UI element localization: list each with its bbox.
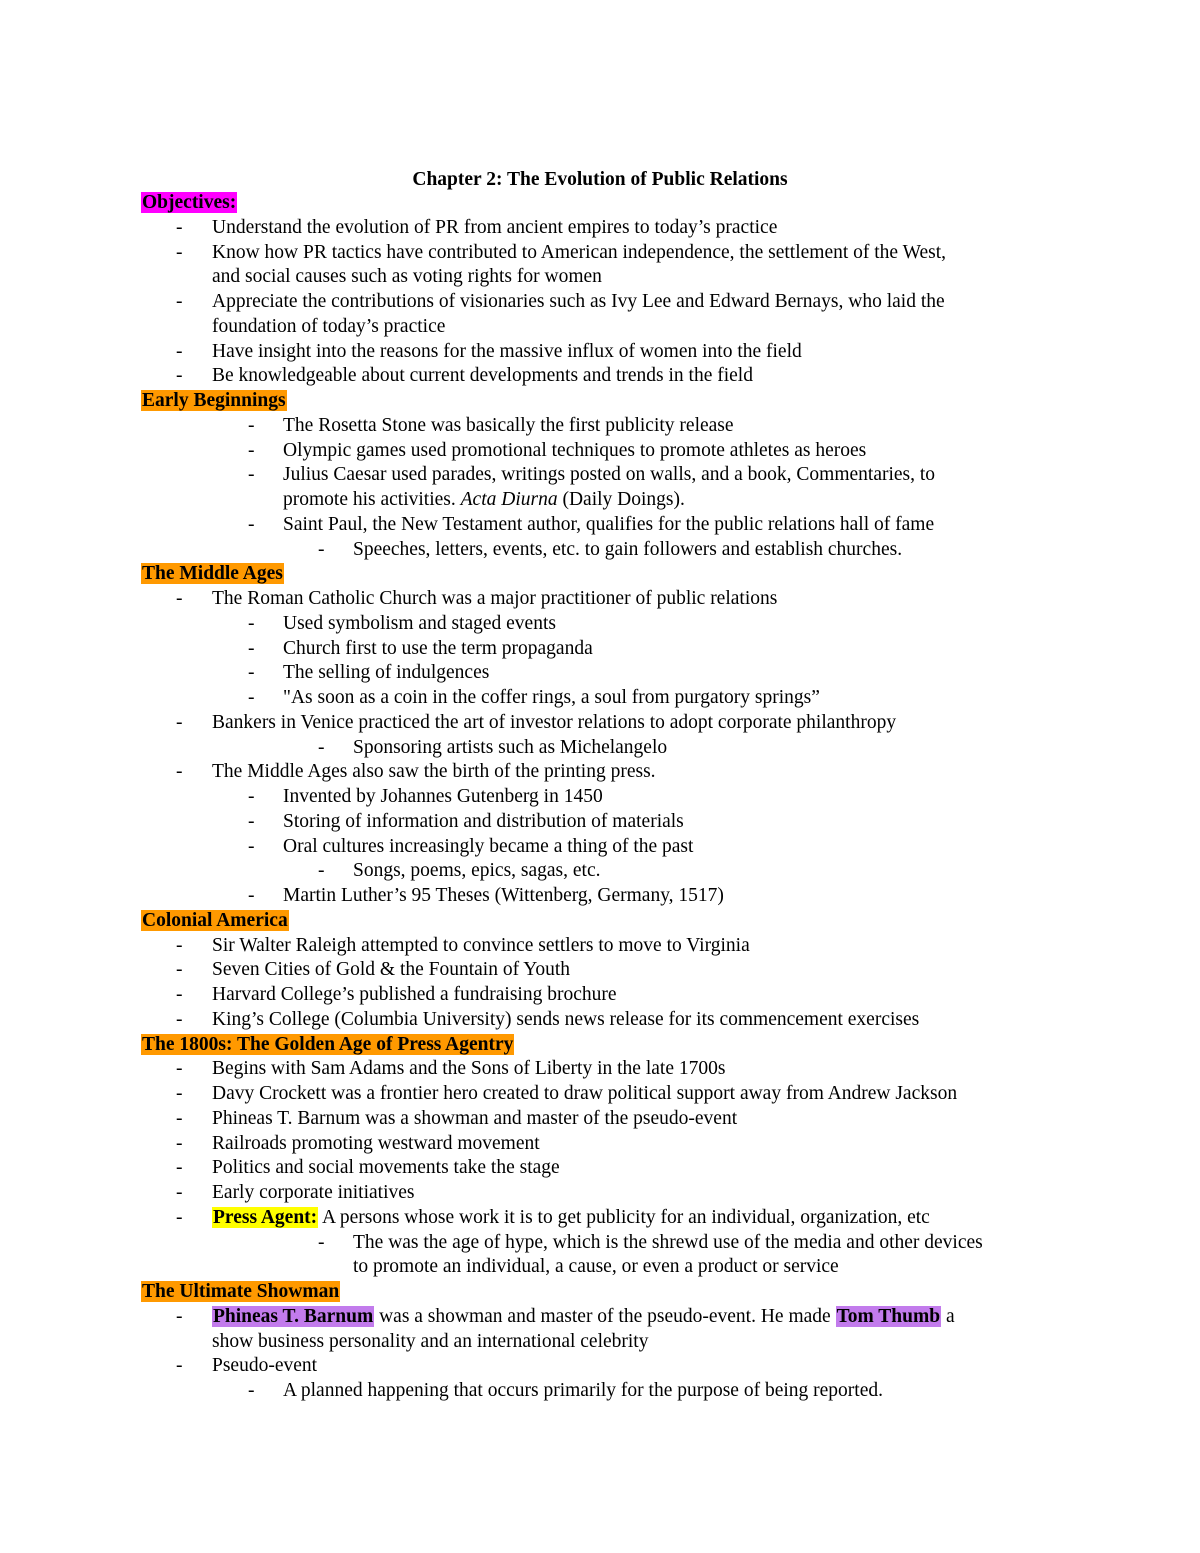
bullet-dash: - <box>176 1305 183 1327</box>
list-item: - Begins with Sam Adams and the Sons of Liberty in the late 1700s <box>141 1057 1061 1082</box>
section-heading-objectives <box>141 191 1061 216</box>
bullet-dash: - <box>318 1231 325 1253</box>
bullet-dash: - <box>248 612 255 634</box>
highlight-magenta: Objectives: <box>142 192 237 213</box>
list-item: - Know how PR tactics have contributed to American independence, the settlement of the West, <box>141 241 1061 266</box>
list-item: - Julius Caesar used parades, writings posted on walls, and a book, Commentaries, to <box>141 463 1061 488</box>
list-item: - Seven Cities of Gold & the Fountain of Youth <box>141 958 1061 983</box>
page-title: Chapter 2: The Evolution of Public Relations <box>412 169 788 190</box>
bullet-dash: - <box>248 687 255 708</box>
bullet-dash: - <box>248 637 255 659</box>
section-heading-early-beginnings <box>141 389 1061 414</box>
bullet-dash: - <box>176 365 183 387</box>
list-item: - The was the age of hype, which is the shrewd use of the media and other devices <box>141 1231 1061 1256</box>
list-item-continuation: promote his activities. Acta Diurna (Daily Doings). <box>283 489 685 510</box>
list-item: - Bankers in Venice practiced the art of investor relations to adopt corporate philanthropy <box>141 711 1061 736</box>
bullet-dash: - <box>318 538 325 560</box>
highlight-yellow: Press Agent: <box>213 1206 318 1228</box>
list-item: - Storing of information and distribution of materials <box>141 810 1061 835</box>
bullet-dash: - <box>176 1132 183 1154</box>
list-item: - Davy Crockett was a frontier hero created to draw political support away from Andrew Jackson <box>141 1082 1061 1107</box>
list-item: - The Rosetta Stone was basically the first publicity release <box>141 414 1061 439</box>
bullet-dash: - <box>248 885 255 906</box>
list-item: - A planned happening that occurs primarily for the purpose of being reported. <box>141 1379 1061 1404</box>
bullet-dash: - <box>176 959 183 981</box>
bullet-dash: - <box>248 810 255 832</box>
list-item-continuation: to promote an individual, a cause, or even a product or service <box>353 1256 839 1278</box>
bullet-dash: - <box>248 513 255 535</box>
highlight-purple: Phineas T. Barnum <box>213 1305 374 1327</box>
bullet-dash: - <box>176 241 183 263</box>
list-item: - Songs, poems, epics, sagas, etc. <box>141 859 1061 884</box>
document-body <box>141 191 1061 1404</box>
bullet-dash: - <box>176 1355 183 1377</box>
list-item: - Early corporate initiatives <box>141 1181 1061 1206</box>
section-heading-ultimate-showman <box>141 1280 1061 1305</box>
bullet-dash: - <box>248 464 255 486</box>
highlight-orange: Early Beginnings <box>142 390 286 411</box>
list-item: - King’s College (Columbia University) sends news release for its commencement exercises <box>141 1008 1061 1033</box>
list-item-continuation: show business personality and an international celebrity <box>212 1330 649 1352</box>
bullet-dash: - <box>176 984 183 1005</box>
bullet-dash: - <box>176 761 183 783</box>
list-item: - Railroads promoting westward movement <box>141 1132 1061 1157</box>
bullet-dash: - <box>176 1157 183 1179</box>
list-item-continuation: foundation of today’s practice <box>212 315 446 337</box>
list-item: - Appreciate the contributions of visionaries such as Ivy Lee and Edward Bernays, who laid the <box>141 290 1061 315</box>
list-item: - "As soon as a coin in the coffer rings, a soul from purgatory springs” <box>141 686 1061 711</box>
list-item: - The Middle Ages also saw the birth of the printing press. <box>141 760 1061 785</box>
section-heading-middle-ages <box>141 562 1061 587</box>
list-item: - Oral cultures increasingly became a thing of the past <box>141 835 1061 860</box>
bullet-dash: - <box>176 1008 183 1030</box>
list-item: - Sponsoring artists such as Michelangelo <box>141 736 1061 761</box>
list-item: - Olympic games used promotional techniques to promote athletes as heroes <box>141 439 1061 464</box>
bullet-dash: - <box>176 1107 183 1129</box>
list-item: - Have insight into the reasons for the massive influx of women into the field <box>141 340 1061 365</box>
list-item: - Harvard College’s published a fundraising brochure <box>141 983 1061 1008</box>
list-item: - Saint Paul, the New Testament author, qualifies for the public relations hall of fame <box>141 513 1061 538</box>
bullet-dash: - <box>248 1380 255 1401</box>
list-item: - The Roman Catholic Church was a major practitioner of public relations <box>141 587 1061 612</box>
list-item: - Church first to use the term propaganda <box>141 637 1061 662</box>
list-item: - Understand the evolution of PR from ancient empires to today’s practice <box>141 216 1061 241</box>
bullet-dash: - <box>248 835 255 857</box>
bullet-dash: - <box>176 1206 183 1228</box>
list-item: - Invented by Johannes Gutenberg in 1450 <box>141 785 1061 810</box>
bullet-dash: - <box>176 711 183 733</box>
list-item: - Phineas T. Barnum was a showman and master of the pseudo-event. He made Tom Thumb a <box>141 1305 1061 1330</box>
bullet-dash: - <box>176 1182 183 1203</box>
list-item: - Pseudo-event <box>141 1354 1061 1379</box>
section-heading-colonial-america <box>141 909 1061 934</box>
section-heading-golden-age <box>141 1033 1061 1058</box>
bullet-dash: - <box>176 216 183 238</box>
bullet-dash: - <box>176 340 183 362</box>
list-item: - Martin Luther’s 95 Theses (Wittenberg, Germany, 1517) <box>141 884 1061 909</box>
list-item: - Sir Walter Raleigh attempted to convince settlers to move to Virginia <box>141 934 1061 959</box>
list-item: - Speeches, letters, events, etc. to gain followers and establish churches. <box>141 538 1061 563</box>
bullet-dash: - <box>176 934 183 956</box>
list-item: - The selling of indulgences <box>141 661 1061 686</box>
highlight-orange: The 1800s: The Golden Age of Press Agentry <box>142 1033 514 1055</box>
bullet-dash: - <box>176 291 183 312</box>
bullet-dash: - <box>176 588 183 609</box>
list-item: - Politics and social movements take the stage <box>141 1156 1061 1181</box>
bullet-dash: - <box>248 662 255 684</box>
highlight-orange: The Middle Ages <box>142 563 283 585</box>
list-item-continuation: and social causes such as voting rights for women <box>212 266 602 288</box>
bullet-dash: - <box>248 786 255 807</box>
bullet-dash: - <box>248 439 255 461</box>
bullet-dash: - <box>176 1083 183 1104</box>
list-item: - Be knowledgeable about current developments and trends in the field <box>141 364 1061 389</box>
bullet-dash: - <box>318 860 325 882</box>
bullet-dash: - <box>318 736 325 758</box>
bullet-dash: - <box>248 414 255 436</box>
bullet-dash: - <box>176 1058 183 1080</box>
list-item: - Press Agent: A persons whose work it is to get publicity for an individual, organization, etc <box>141 1206 1061 1231</box>
highlight-orange: Colonial America <box>142 909 288 931</box>
highlight-orange: The Ultimate Showman <box>142 1281 340 1302</box>
list-item: - Phineas T. Barnum was a showman and master of the pseudo-event <box>141 1107 1061 1132</box>
highlight-purple: Tom Thumb <box>836 1305 941 1327</box>
list-item: - Used symbolism and staged events <box>141 612 1061 637</box>
